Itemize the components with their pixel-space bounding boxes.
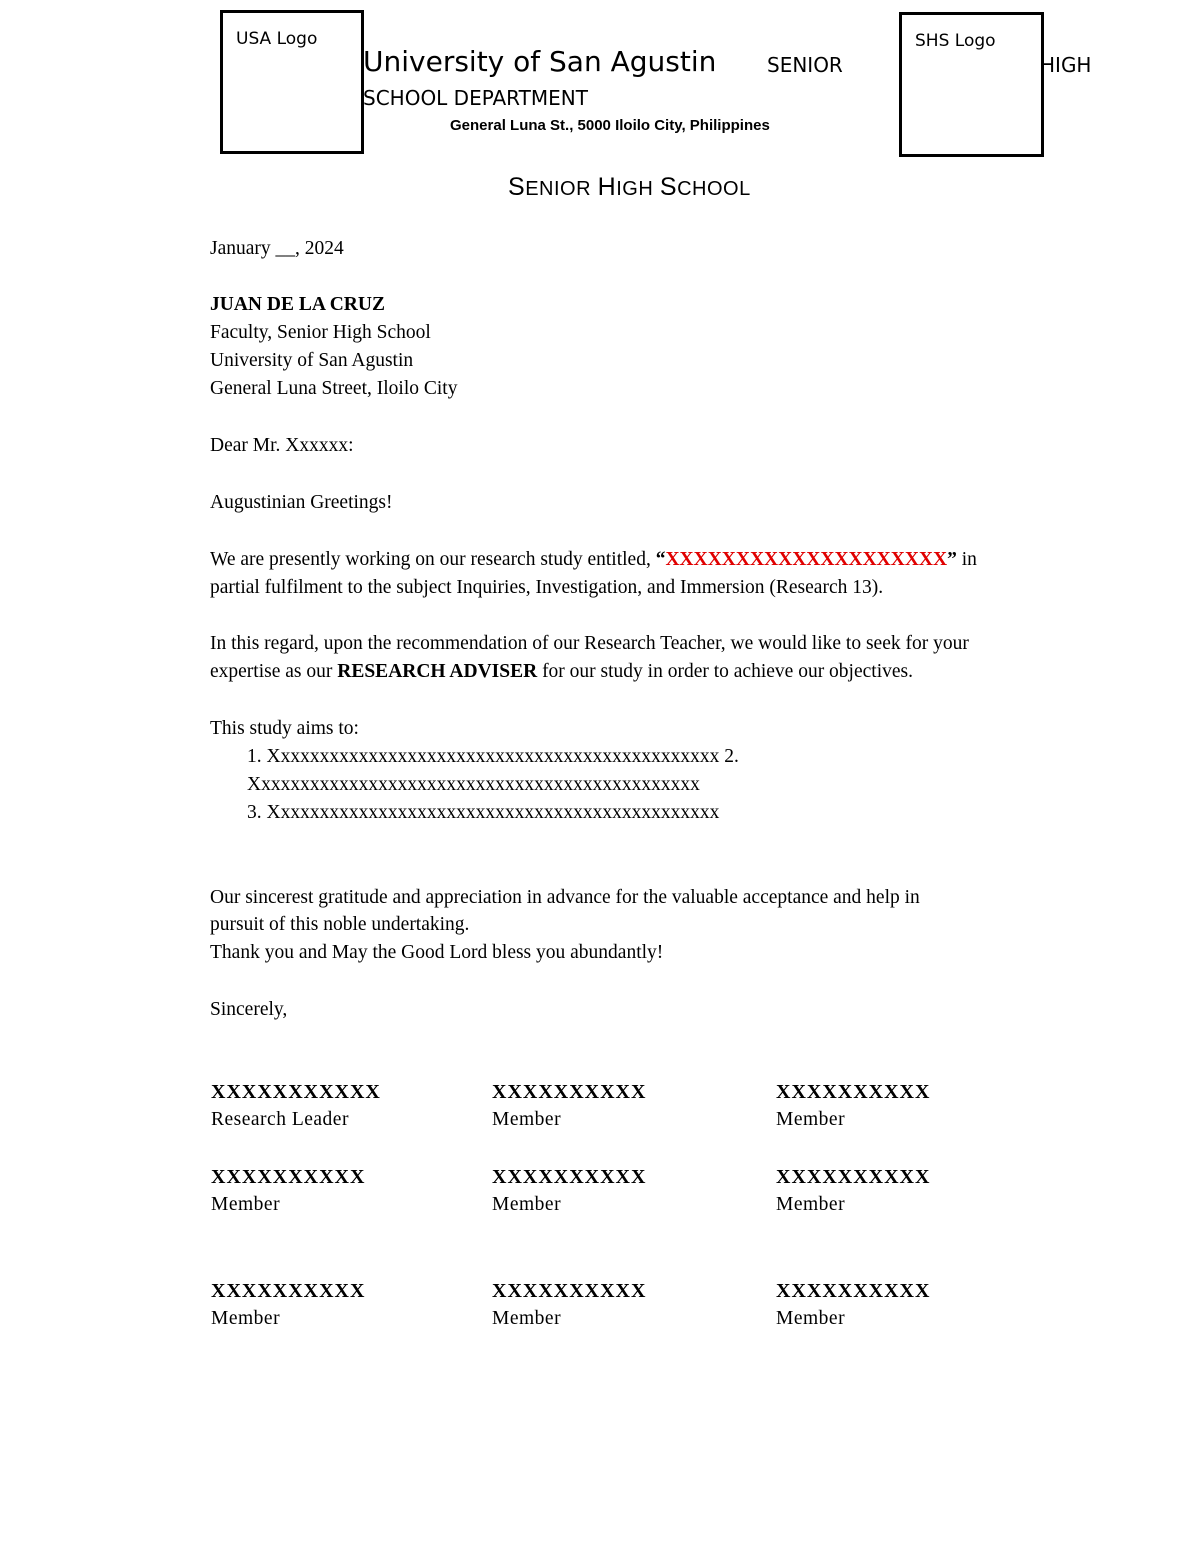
signatory bbox=[776, 1163, 930, 1219]
aim-item-3: 3. Xxxxxxxxxxxxxxxxxxxxxxxxxxxxxxxxxxxxxxxxxxxxxx bbox=[247, 802, 720, 823]
signatory-role: Member bbox=[492, 1308, 562, 1329]
paragraph-2-line-1: In this regard, upon the recommendation of our Research Teacher, we would like to seek for your bbox=[210, 633, 969, 654]
signatory-name: XXXXXXXXXX bbox=[776, 1081, 931, 1103]
signatory bbox=[211, 1277, 365, 1333]
p1-start: We are presently working on our research study entitled, bbox=[210, 549, 656, 570]
header-high-word: HIGH bbox=[1040, 53, 1092, 77]
signatory-role: Member bbox=[776, 1109, 846, 1130]
document-title bbox=[508, 173, 751, 202]
aims-intro: This study aims to: bbox=[210, 718, 359, 739]
signatory-name: XXXXXXXXXXX bbox=[211, 1081, 381, 1103]
university-name: University of San Agustin bbox=[363, 45, 717, 78]
paragraph-1-line-2: partial fulfilment to the subject Inquiries, Investigation, and Immersion (Research 13). bbox=[210, 577, 884, 598]
closing-line-3: Thank you and May the Good Lord bless you abundantly! bbox=[210, 942, 664, 963]
signatory-name: XXXXXXXXXX bbox=[492, 1081, 647, 1103]
salutation: Dear Mr. Xxxxxx: bbox=[210, 435, 354, 456]
signatory bbox=[776, 1078, 930, 1134]
header-senior-word: SENIOR bbox=[767, 53, 843, 77]
title-enior: ENIOR bbox=[525, 178, 592, 200]
signatory-role: Member bbox=[211, 1194, 281, 1215]
research-title: XXXXXXXXXXXXXXXXXXXX bbox=[665, 549, 948, 570]
usa-logo-placeholder bbox=[220, 10, 364, 154]
recipient-institution: University of San Agustin bbox=[210, 350, 414, 371]
signatory-name: XXXXXXXXXX bbox=[211, 1280, 366, 1302]
title-h-cap: H bbox=[597, 173, 617, 201]
title-s2-cap: S bbox=[659, 173, 678, 201]
research-adviser-label: RESEARCH ADVISER bbox=[337, 661, 538, 682]
p2-start: expertise as our bbox=[210, 661, 338, 682]
signatory-role: Member bbox=[211, 1308, 281, 1329]
signatory-name: XXXXXXXXXX bbox=[492, 1166, 647, 1188]
signatory-role: Research Leader bbox=[211, 1109, 349, 1130]
signatory-name: XXXXXXXXXX bbox=[776, 1280, 931, 1302]
aim-item-1: 1. Xxxxxxxxxxxxxxxxxxxxxxxxxxxxxxxxxxxxxxxxxxxxxx 2. bbox=[247, 746, 739, 767]
greeting: Augustinian Greetings! bbox=[210, 492, 393, 513]
paragraph-2-line-2 bbox=[210, 658, 913, 686]
signatory-name: XXXXXXXXXX bbox=[211, 1166, 366, 1188]
p1-end: in bbox=[956, 549, 977, 570]
letter-date: January __, 2024 bbox=[210, 238, 344, 259]
signatory bbox=[776, 1277, 930, 1333]
recipient-address: General Luna Street, Iloilo City bbox=[210, 378, 458, 399]
signatory-name: XXXXXXXXXX bbox=[492, 1280, 647, 1302]
closing-line-2: pursuit of this noble undertaking. bbox=[210, 914, 470, 935]
title-s-cap: S bbox=[508, 173, 526, 201]
signatory-role: Member bbox=[492, 1109, 562, 1130]
aim-item-2: Xxxxxxxxxxxxxxxxxxxxxxxxxxxxxxxxxxxxxxxxxxxxxx bbox=[247, 774, 700, 795]
signatory-name: XXXXXXXXXX bbox=[776, 1166, 931, 1188]
signatory bbox=[211, 1078, 381, 1134]
p1-open-quote: “ bbox=[655, 549, 666, 570]
title-igh: IGH bbox=[616, 178, 654, 200]
closing-line-1: Our sincerest gratitude and appreciation in advance for the valuable acceptance and help in bbox=[210, 887, 920, 908]
title-chool: CHOOL bbox=[677, 178, 751, 200]
recipient-position: Faculty, Senior High School bbox=[210, 322, 431, 343]
p1-close-quote: ” bbox=[947, 549, 957, 570]
signatory bbox=[492, 1277, 646, 1333]
signatory-role: Member bbox=[776, 1308, 846, 1329]
signatory bbox=[492, 1078, 646, 1134]
signatory bbox=[492, 1163, 646, 1219]
school-address: General Luna St., 5000 Iloilo City, Philippines bbox=[450, 117, 770, 134]
department-line: SCHOOL DEPARTMENT bbox=[363, 86, 588, 110]
paragraph-1-line-1 bbox=[210, 546, 977, 574]
signatory bbox=[211, 1163, 365, 1219]
recipient-name: JUAN DE LA CRUZ bbox=[210, 294, 385, 315]
signatory-role: Member bbox=[492, 1194, 562, 1215]
shs-logo-placeholder bbox=[899, 12, 1044, 157]
sign-off: Sincerely, bbox=[210, 999, 288, 1020]
usa-logo-label: USA Logo bbox=[236, 29, 318, 49]
signatory-role: Member bbox=[776, 1194, 846, 1215]
shs-logo-label: SHS Logo bbox=[915, 31, 996, 51]
p2-end: for our study in order to achieve our objectives. bbox=[537, 661, 913, 682]
